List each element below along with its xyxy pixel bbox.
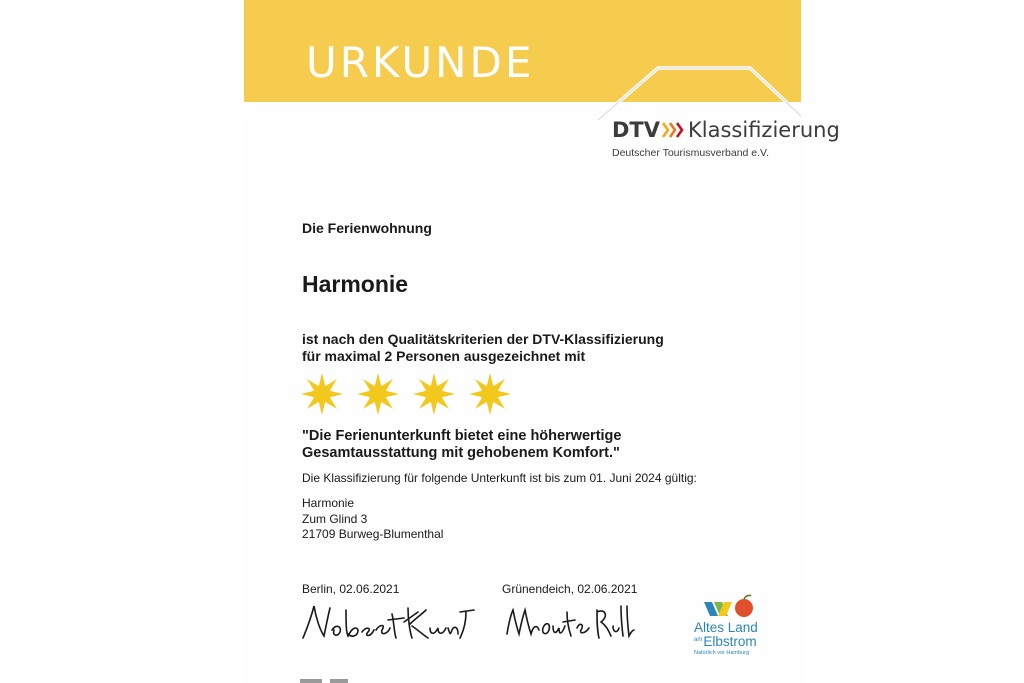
altes-land-line2 <box>694 634 757 649</box>
statement-line: für maximal 2 Personen ausgezeichnet mit <box>302 348 586 364</box>
star-icon <box>413 373 455 415</box>
cutoff-text-fragment <box>300 676 360 683</box>
star-icon <box>469 373 511 415</box>
handwritten-signature <box>300 600 475 644</box>
altes-land-elbstrom: Elbstrom <box>703 634 757 649</box>
star-rating <box>300 370 520 420</box>
property-name: Harmonie <box>302 271 409 297</box>
altes-land-am: am <box>694 636 703 643</box>
quote-line: "Die Ferienunterkunft bietet eine höherwertige <box>302 428 622 444</box>
address-line: Harmonie <box>302 496 355 510</box>
star-icon <box>357 373 399 415</box>
altes-land-tagline: Natürlich vor Hamburg <box>694 650 750 656</box>
certification-statement <box>302 331 664 365</box>
address-line: 21709 Burweg-Blumenthal <box>302 527 444 541</box>
house-roof-outline <box>590 62 805 122</box>
category-quote <box>302 428 621 462</box>
certificate-title: URKUNDE <box>306 38 535 87</box>
altes-land-line1: Altes Land <box>694 620 758 635</box>
signature-place-date: Berlin, 02.06.2021 <box>302 582 400 596</box>
dtv-organisation: Deutscher Tourismusverband e.V. <box>612 147 770 159</box>
statement-line: ist nach den Qualitätskriterien der DTV-Klassifizierung <box>302 331 664 347</box>
address-line: Zum Glind 3 <box>302 511 368 526</box>
dtv-abbr: DTV <box>612 118 661 142</box>
apple-icon <box>735 599 753 617</box>
signature-place-date: Grünendeich, 02.06.2021 <box>502 582 638 596</box>
dtv-logo <box>612 118 840 142</box>
accommodation-type: Die Ferienwohnung <box>302 220 432 236</box>
validity-text: Die Klassifizierung für folgende Unterkunft ist bis zum 01. Juni 2024 gültig: <box>302 471 697 485</box>
star-icon <box>301 373 343 415</box>
chevrons-icon <box>662 122 684 138</box>
dtv-brand-name: Klassifizierung <box>688 118 840 142</box>
quote-line: Gesamtausstattung mit gehobenem Komfort." <box>302 445 620 461</box>
property-address <box>302 496 443 543</box>
handwritten-signature <box>505 600 635 644</box>
